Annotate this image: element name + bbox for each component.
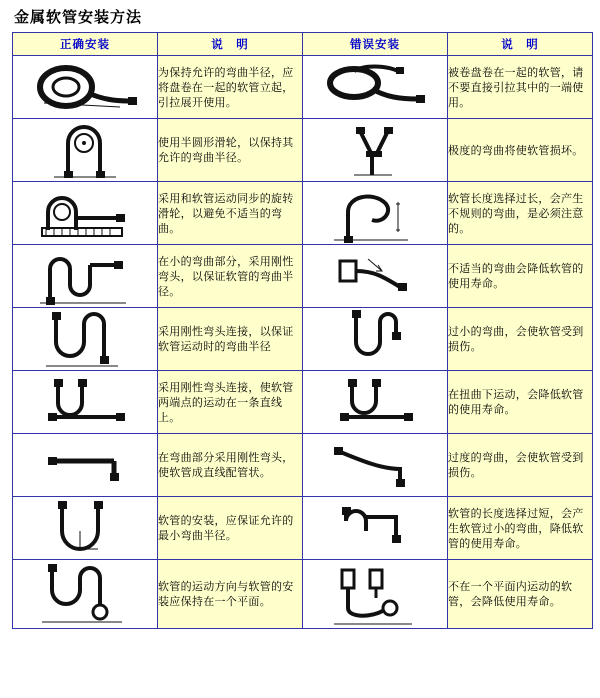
rigid-elbow-connection-u-loop-icon [13,308,155,370]
table-row [13,371,593,434]
hose-motion-out-of-plane-icon [303,560,445,628]
wrong-description-cell: 软管的长度选择过短，会产生软管过小的弯曲，降低软管的使用寿命。 [448,497,593,560]
table-row [13,245,593,308]
too-small-bend-radius-loop-icon [303,308,445,370]
wrong-figure-cell [303,560,448,629]
table-row [13,182,593,245]
wrong-description-cell: 软管长度选择过长，会产生不规则的弯曲，是必须注意的。 [448,182,593,245]
wrong-description-cell: 过小的弯曲，会使软管受到损伤。 [448,308,593,371]
correct-figure-cell [13,497,158,560]
wrong-description-cell: 极度的弯曲将使软管损坏。 [448,119,593,182]
table-row [13,560,593,629]
rigid-elbow-both-ends-straight-line-icon [13,371,155,433]
table-row [13,308,593,371]
table-row [13,434,593,497]
wrong-figure-cell [303,434,448,497]
wrong-description-cell: 不适当的弯曲会降低软管的使用寿命。 [448,245,593,308]
wrong-figure-cell [303,308,448,371]
hose-on-synchronized-rotating-pulley-chain-icon [13,182,155,244]
wrong-description-cell: 被卷盘卷在一起的软管，请不要直接引拉其中的一端使用。 [448,56,593,119]
correct-description-cell: 为保持允许的弯曲半径，应将盘卷在一起的软管立起，引拉展开使用。 [158,56,303,119]
correct-description-cell: 在弯曲部分采用刚性弯头，使软管成直线配管状。 [158,434,303,497]
overlong-hose-irregular-bend-icon [303,182,445,244]
hose-bent-sharply-at-clamp-icon [303,119,445,181]
header-correct-install: 正确安装 [13,33,158,56]
improper-bend-at-fitting-icon [303,245,445,307]
correct-figure-cell [13,434,158,497]
correct-figure-cell [13,371,158,434]
header-correct-description: 说 明 [158,33,303,56]
hose-installed-min-bend-radius-icon [13,497,155,559]
correct-figure-cell [13,308,158,371]
hose-too-long-small-bend-icon [303,497,445,559]
correct-figure-cell [13,560,158,629]
coiled-hose-pulled-from-center-icon [303,56,445,118]
wrong-description-cell: 过度的弯曲，会使软管受到损伤。 [448,434,593,497]
header-row [13,33,593,56]
correct-figure-cell [13,245,158,308]
hose-over-semicircular-sheave-icon [13,119,155,181]
rigid-elbow-straight-pipe-layout-icon [13,434,155,496]
wrong-description-cell: 在扭曲下运动，会降低软管的使用寿命。 [448,371,593,434]
wrong-description-cell: 不在一个平面内运动的软管，会降低使用寿命。 [448,560,593,629]
table-header [13,33,593,56]
hose-motion-same-plane-as-install-icon [13,560,155,628]
header-wrong-install: 错误安装 [303,33,448,56]
rigid-elbow-at-small-bend-icon [13,245,155,307]
wrong-figure-cell [303,245,448,308]
wrong-figure-cell [303,119,448,182]
coiled-hose-standing-upright-icon [13,56,155,118]
header-wrong-description: 说 明 [448,33,593,56]
wrong-figure-cell [303,56,448,119]
table-body [13,56,593,629]
correct-description-cell: 使用半圆形滑轮，以保持其允许的弯曲半径。 [158,119,303,182]
correct-description-cell: 在小的弯曲部分，采用刚性弯头，以保证软管的弯曲半径。 [158,245,303,308]
table-row [13,497,593,560]
correct-description-cell: 采用刚性弯头连接，使软管两端点的运动在一条直线上。 [158,371,303,434]
table-row [13,119,593,182]
correct-figure-cell [13,119,158,182]
correct-description-cell: 软管的安装，应保证允许的最小弯曲半径。 [158,497,303,560]
wrong-figure-cell [303,497,448,560]
wrong-figure-cell [303,182,448,245]
correct-description-cell: 采用和软管运动同步的旋转滑轮，以避免不适当的弯曲。 [158,182,303,245]
correct-description-cell: 软管的运动方向与软管的安装应保持在一个平面。 [158,560,303,629]
correct-figure-cell [13,182,158,245]
installation-methods-table [12,32,593,629]
page-title: 金属软管安装方法 [14,8,143,26]
correct-description-cell: 采用刚性弯头连接，以保证软管运动时的弯曲半径 [158,308,303,371]
correct-figure-cell [13,56,158,119]
excessive-bend-damage-icon [303,434,445,496]
table-row [13,56,593,119]
wrong-figure-cell [303,371,448,434]
hose-moving-under-torsion-icon [303,371,445,433]
